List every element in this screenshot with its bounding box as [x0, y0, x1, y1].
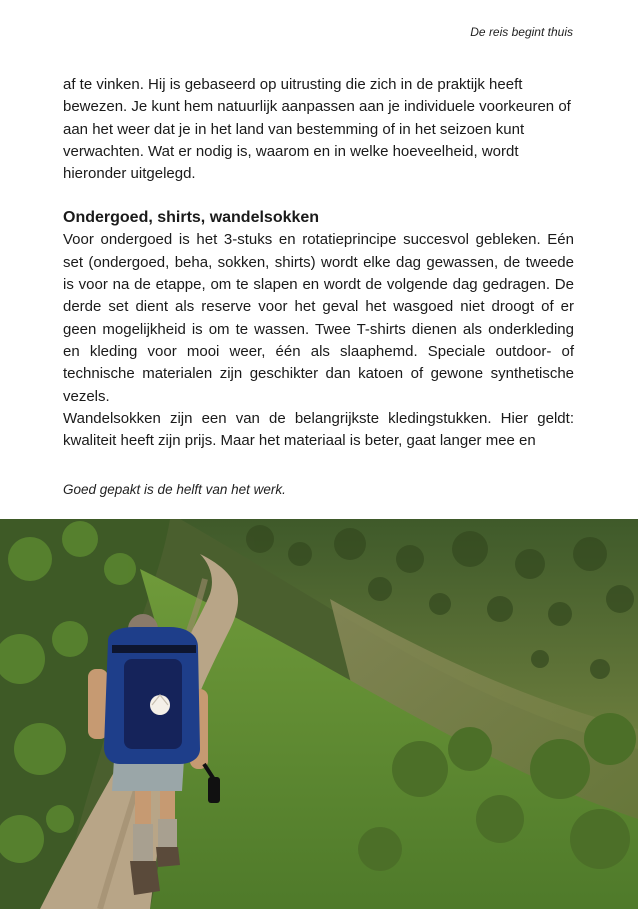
intro-paragraph: af te vinken. Hij is gebaseerd op uitrusting die zich in de praktijk heeft bewezen. Je kunt hem natuurlijk aanpassen aan je individuele voorkeuren of aan het weer dat je in het land van bestemming of in het seizoen kunt verwachten. Wat er nodig is, waarom en in welke hoeveelheid, wordt hieronder uitgelegd.	[63, 76, 571, 183]
paragraph-underwear: Voor ondergoed is het 3-stuks en rotatieprincipe succesvol gebleken. Eén set (ondergoed, beha, sokken, shirts) wordt elke dag gewassen, de tweede is voor na de etappe, om te slapen en wordt de volgende dag gedragen. De derde set dient als reserve voor het geval het wasgoed niet droogt of er geen mogelijkheid is om te wassen. Twee T-shirts dienen als onderkleding en kleding voor mooi weer, één als slaaphemd. Speciale outdoor- of technische materialen zijn geschikter dan katoen of gewone synthetische vezels.	[63, 231, 574, 405]
hiker-sock-right	[158, 819, 177, 851]
section-heading: Ondergoed, shirts, wandelsokken	[63, 209, 320, 227]
photo-caption: Goed gepakt is de helft van het werk.	[63, 482, 286, 497]
paragraph-socks: Wandelsokken zijn een van de belangrijkste kledingstukken. Hier geldt: kwaliteit heeft zijn prijs. Maar het materiaal is beter, gaat langer mee en	[63, 409, 574, 450]
main-text	[63, 74, 574, 452]
hiker-camera	[208, 777, 220, 803]
hiker-trail-photo	[0, 519, 638, 909]
running-header: De reis begint thuis	[470, 25, 573, 39]
hiker-boot-right	[156, 847, 180, 867]
backpack-strap	[112, 645, 196, 653]
scallop-shell	[150, 695, 170, 715]
hiker-boot-left	[130, 861, 160, 895]
hiker-sock-left	[133, 824, 153, 864]
